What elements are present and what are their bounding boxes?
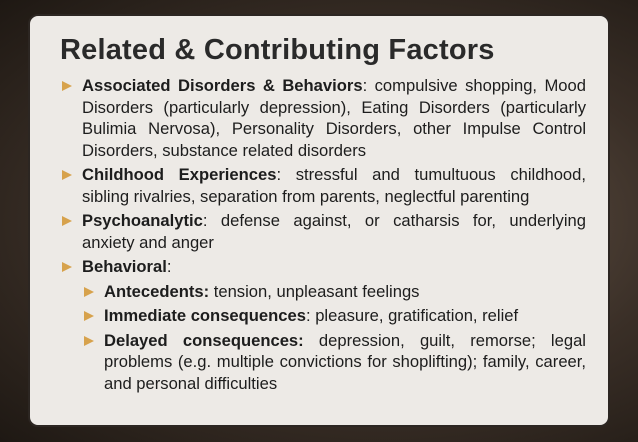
item-separator: : — [362, 76, 368, 95]
item-term: Childhood Experiences — [82, 165, 277, 184]
arrow-bullet-icon — [62, 170, 72, 180]
subitem-text: depression, guilt, remorse; legal problems (e.g. multiple convictions for shoplifting); family, career, and personal difficulties — [104, 330, 586, 393]
subitem-term: Antecedents: — [104, 281, 210, 301]
item-separator: : — [202, 211, 208, 230]
arrow-bullet-icon — [84, 336, 94, 346]
subitem-text: tension, unpleasant feelings — [209, 281, 420, 301]
behavioral-sublist — [82, 281, 586, 395]
subitem-text: : pleasure, gratification, relief — [305, 306, 519, 325]
item-text: defense against, or catharsis for, underlying anxiety and anger — [82, 211, 586, 252]
list-item-childhood-experiences — [60, 164, 586, 207]
list-item-behavioral — [60, 256, 586, 394]
item-term: Psychoanalytic — [82, 211, 203, 230]
item-separator: : — [166, 257, 172, 276]
sublist-item-immediate-consequences — [82, 305, 586, 327]
factor-list — [60, 75, 586, 394]
item-text: stressful and tumultuous childhood, sibling rivalries, separation from parents, neglectful parenting — [82, 165, 586, 206]
item-term: Associated Disorders & Behaviors — [82, 76, 363, 95]
arrow-bullet-icon — [62, 262, 72, 272]
arrow-bullet-icon — [62, 81, 72, 91]
sublist-item-delayed-consequences — [82, 330, 586, 395]
slide-content-panel — [28, 14, 610, 427]
arrow-bullet-icon — [84, 287, 94, 297]
item-text: compulsive shopping, Mood Disorders (particularly depression), Eating Disorders (particularly Bulimia Nervosa), Personality Disorders, other Impulse Control Disorders, substance related disorders — [82, 76, 586, 160]
slide-title: Related & Contributing Factors — [60, 34, 495, 66]
subitem-term: Immediate consequences — [104, 306, 306, 325]
subitem-term: Delayed consequences: — [104, 330, 304, 350]
arrow-bullet-icon — [62, 216, 72, 226]
item-term: Behavioral — [82, 257, 167, 276]
sublist-item-antecedents — [82, 281, 586, 303]
arrow-bullet-icon — [84, 311, 94, 321]
list-item-associated-disorders — [60, 75, 586, 161]
item-separator: : — [276, 165, 282, 184]
list-item-psychoanalytic — [60, 210, 586, 253]
